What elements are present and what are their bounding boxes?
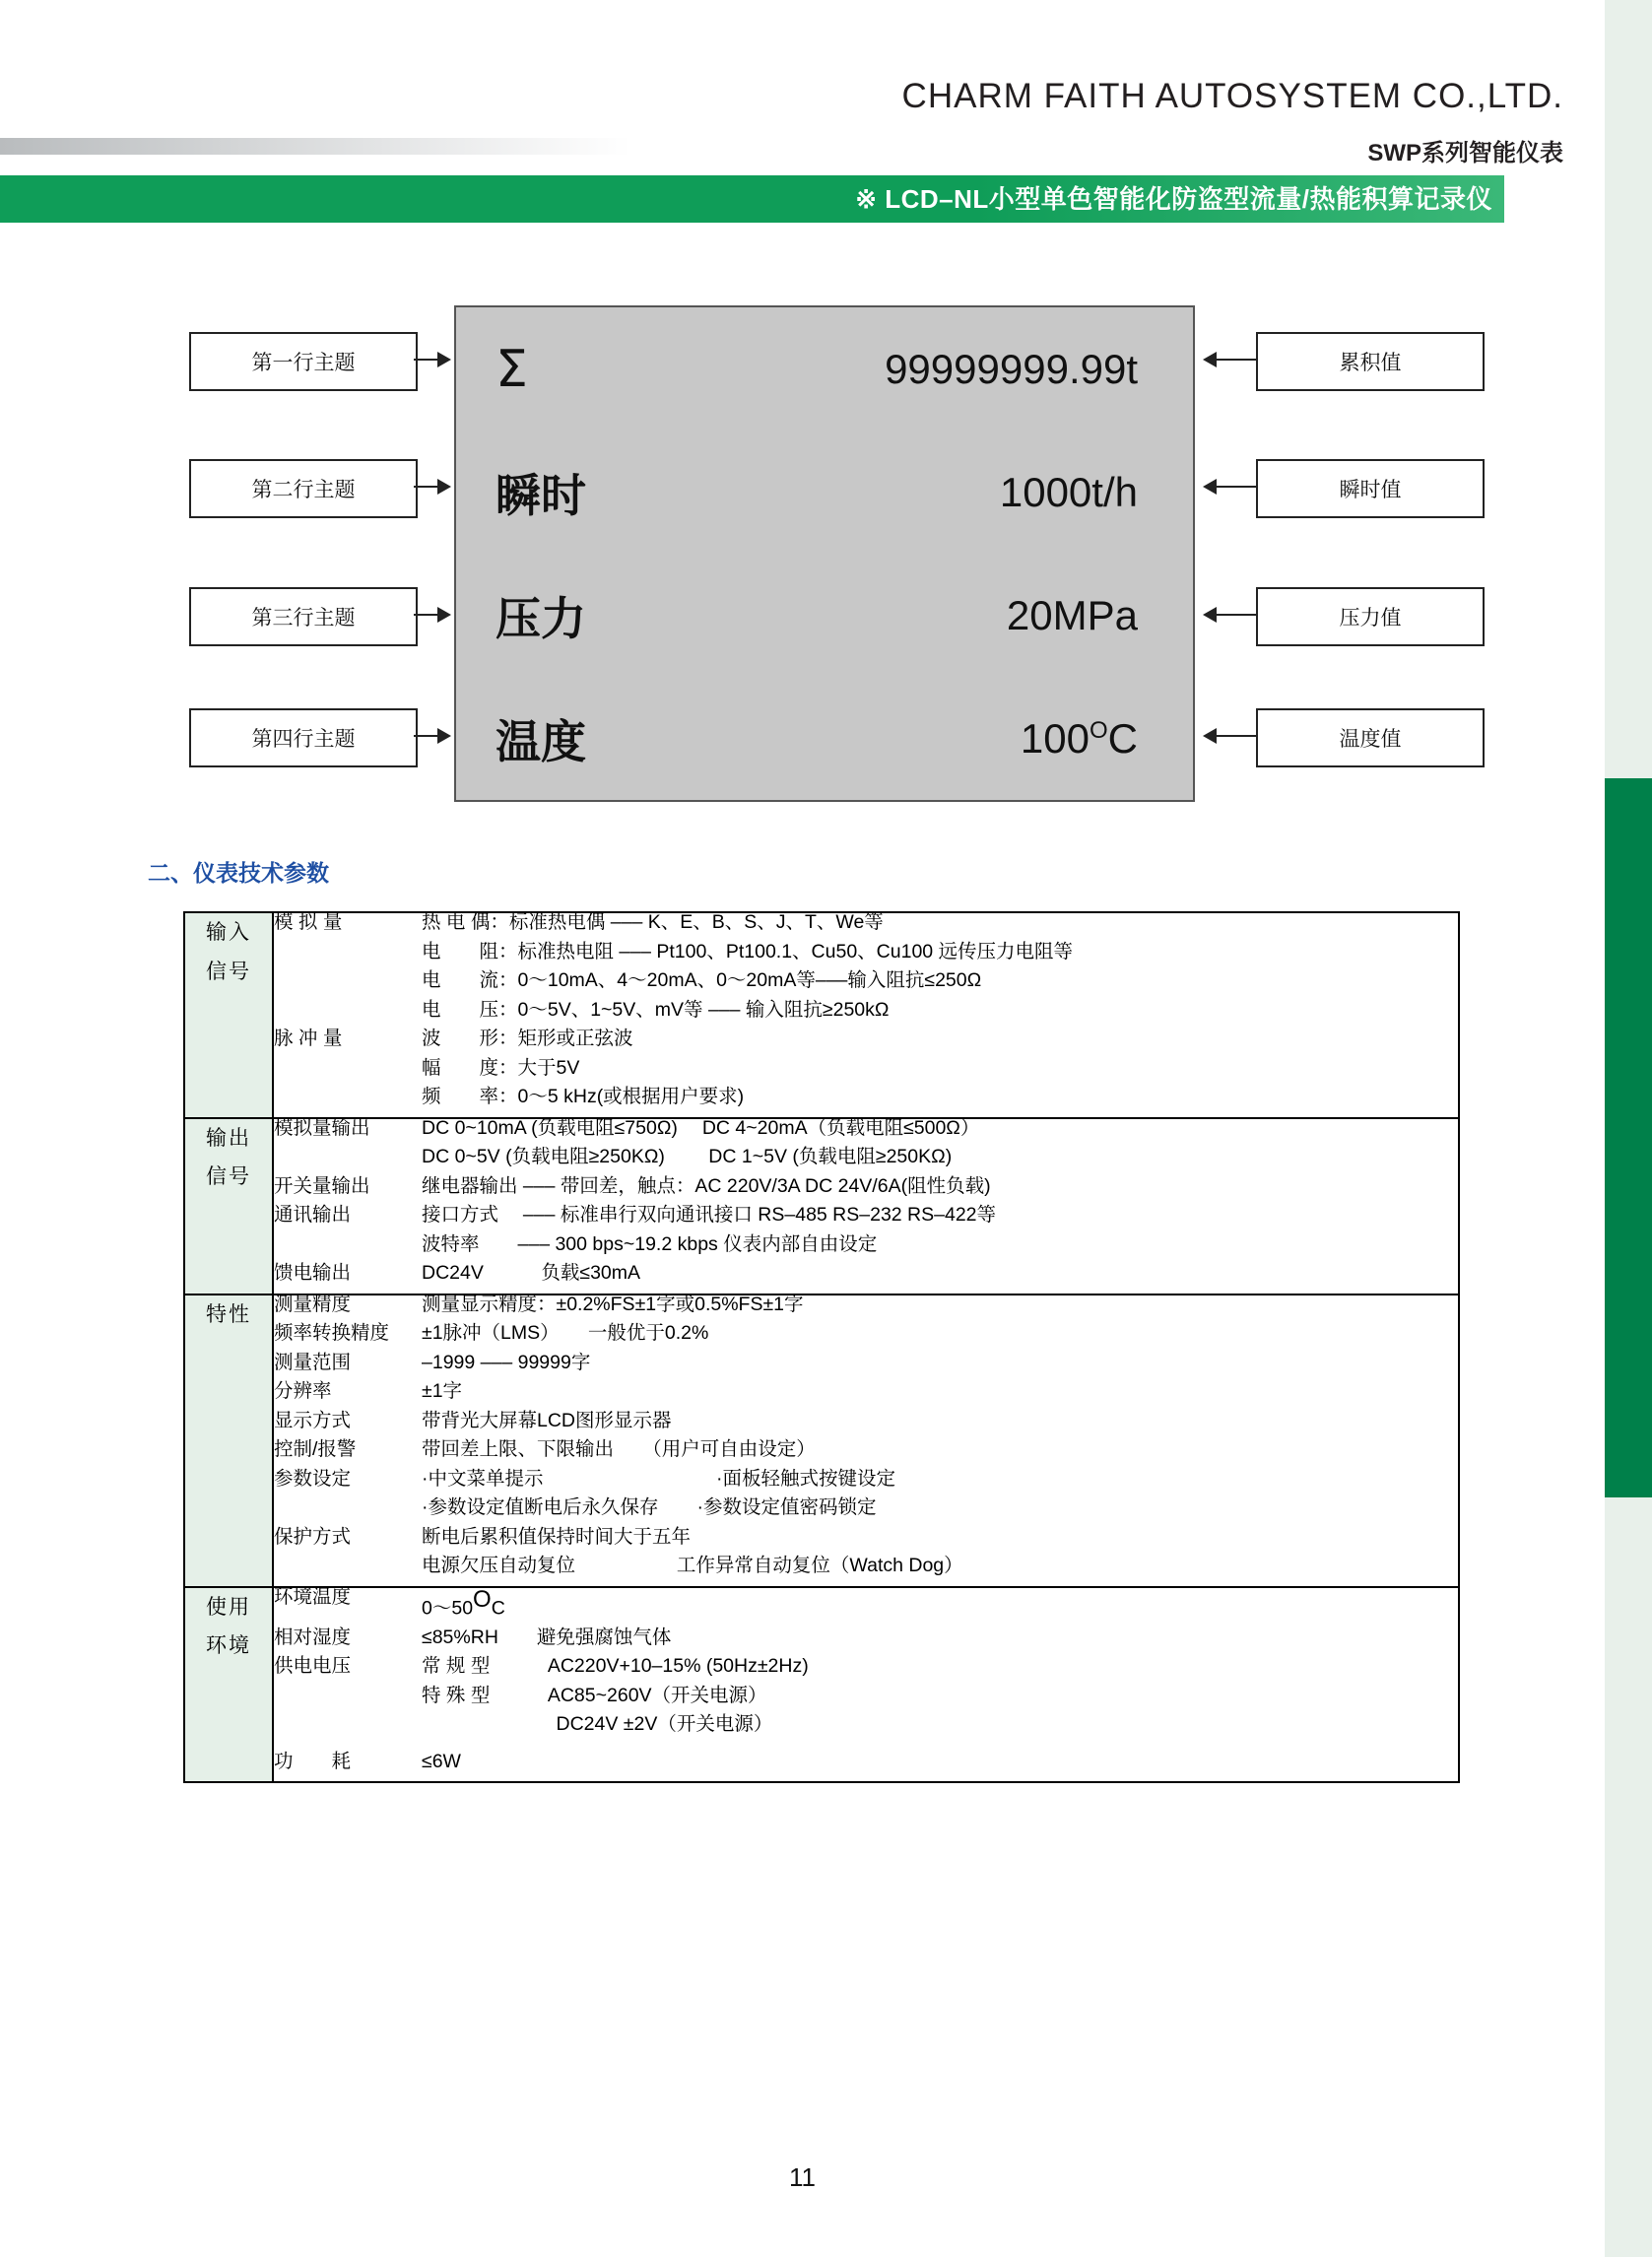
spec-label: 频率转换精度 [274,1322,390,1344]
spec-value: 带背光大屏幕LCD图形显示器 [422,1409,672,1431]
lcd-row-3-value: 20MPa [1006,591,1138,638]
spec-line [274,1029,1458,1049]
table-row [184,1118,1459,1294]
spec-label: 模拟量输出 [274,1116,370,1139]
spec-value: 带回差上限、下限输出 （用户可自由设定） [422,1438,816,1460]
spec-label: 脉 冲 量 [274,1028,343,1049]
callout-right-3: 压力值 [1256,587,1485,646]
spec-line [274,998,1458,1021]
spec-label: 控制/报警 [274,1438,357,1460]
banner-title: ※ LCD–NL小型单色智能化防盗型流量/热能积算记录仪 [855,184,1492,214]
category-environment [184,1587,273,1783]
spec-line [274,1382,1458,1402]
spec-line [274,1206,1458,1226]
lead-arrow-right-2 [1203,479,1217,495]
spec-label: 开关量输出 [274,1174,370,1197]
lcd-row-1 [456,307,1193,431]
category-input-signal-line2: 信号 [206,960,251,983]
lcd-row-4-unit: C [1107,714,1138,762]
spec-line [274,1525,1458,1548]
spec-value: 电 压：0～5V、1~5V、mV等 ––– 输入阻抗≥250kΩ [422,998,890,1021]
lcd-row-3 [456,554,1193,677]
spec-value: 电 流：0～10mA、4～20mA、0～20mA等–––输入阻抗≤250Ω [422,969,982,991]
spec-label: 测量精度 [274,1293,352,1315]
spec-label: 测量范围 [274,1351,352,1373]
lcd-row-2-value: 1000t/h [999,468,1138,515]
spec-line [274,1232,1458,1255]
lead-arrow-right-3 [1203,607,1217,623]
category-environment-line1: 使用 [206,1595,251,1619]
spec-line [274,971,1458,991]
spec-line [274,1750,1458,1772]
spec-value: DC24V 负载≤30mA [422,1262,641,1284]
spec-label: 分辨率 [274,1380,332,1402]
spec-label: 功 耗 [274,1750,352,1772]
spec-value: 波特率 ––– 300 bps~19.2 kbps 仪表内部自由设定 [422,1232,878,1255]
cell-output-signal [273,1118,1459,1294]
spec-value: DC 0~10mA (负载电阻≤750Ω) DC 4~20mA（负载电阻≤500Ω） [422,1116,980,1139]
spec-line [274,1684,1458,1706]
category-output-signal-line2: 信号 [206,1165,251,1189]
table-row [184,1294,1459,1587]
spec-label: 保护方式 [274,1525,352,1548]
lcd-row-4-label: 温度 [496,715,586,767]
spec-line [274,1628,1458,1648]
spec-line [274,1715,1458,1735]
spec-line [274,1116,1458,1139]
spec-line [274,940,1458,963]
page-right-band-accent [1605,778,1652,1497]
spec-value-text: 0～50 [422,1597,474,1619]
spec-table [183,911,1460,1783]
spec-line [274,1657,1458,1677]
spec-label: 模 拟 量 [274,911,343,933]
lead-right-4 [1217,735,1256,737]
spec-label: 馈电输出 [274,1262,352,1284]
lcd-row-4-value [1021,715,1138,763]
lead-arrow-left-3 [437,607,451,623]
spec-line [274,1324,1458,1344]
spec-value: 幅 度：大于5V [422,1056,580,1079]
spec-line [274,1295,1458,1315]
lead-arrow-left-4 [437,728,451,744]
category-input-signal [184,912,273,1118]
category-output-signal-line1: 输出 [206,1126,251,1150]
spec-line [274,1440,1458,1460]
spec-value: 常 规 型 AC220V+10–15% (50Hz±2Hz) [422,1655,809,1677]
spec-value-unit: C [491,1597,505,1619]
spec-line [274,1174,1458,1197]
category-characteristics [184,1294,273,1587]
spec-line [274,1409,1458,1431]
spec-line [274,1264,1458,1284]
lead-right-1 [1217,359,1256,361]
lcd-row-4 [456,677,1193,800]
spec-value: ·参数设定值断电后永久保存 ·参数设定值密码锁定 [422,1496,877,1518]
lcd-row-2 [456,431,1193,554]
lead-arrow-left-2 [437,479,451,495]
degree-symbol: O [473,1585,492,1613]
lead-right-2 [1217,486,1256,488]
spec-value: ≤85%RH 避免强腐蚀气体 [422,1626,672,1648]
lead-arrow-right-4 [1203,728,1217,744]
spec-value: DC24V ±2V（开关电源） [422,1713,773,1735]
lead-arrow-right-1 [1203,352,1217,367]
spec-label: 供电电压 [274,1655,352,1677]
spec-line [274,1148,1458,1167]
spec-value: ±1脉冲（LMS） 一般优于0.2% [422,1322,709,1344]
spec-label: 显示方式 [274,1409,352,1431]
spec-value: ±1字 [422,1380,463,1402]
table-row [184,912,1459,1118]
spec-value: 电 阻：标准热电阻 ––– Pt100、Pt100.1、Cu50、Cu100 远传压力电阻等 [422,940,1074,963]
series-title: SWP系列智能仪表 [1367,140,1563,166]
lcd-row-1-label: Σ [496,339,528,399]
spec-value: 热 电 偶：标准热电偶 ––– K、E、B、S、J、T、We等 [422,911,884,933]
spec-line [274,1585,1458,1619]
company-title: CHARM FAITH AUTOSYSTEM CO.,LTD. [901,77,1563,115]
spec-value: ·中文菜单提示 ·面板轻触式按键设定 [422,1467,895,1490]
spec-value: 断电后累积值保持时间大于五年 [422,1525,692,1548]
category-input-signal-line1: 输入 [206,921,251,944]
spec-line [274,1056,1458,1079]
cell-input-signal [273,912,1459,1118]
spec-line [274,1351,1458,1373]
category-characteristics-line1: 特性 [206,1302,251,1326]
spec-label: 相对湿度 [274,1626,352,1648]
spec-line [274,913,1458,933]
spec-value: –1999 ––– 99999字 [422,1351,591,1373]
spec-label: 通讯输出 [274,1204,352,1226]
spec-value: 继电器输出 ––– 带回差，触点：AC 220V/3A DC 24V/6A(阻性负载) [422,1174,991,1197]
spec-line [274,1557,1458,1576]
callout-left-1: 第一行主题 [189,332,418,391]
cell-characteristics [273,1294,1459,1587]
spec-line [274,1498,1458,1518]
spec-value: ≤6W [422,1750,461,1772]
callout-left-2: 第二行主题 [189,459,418,518]
callout-right-4: 温度值 [1256,708,1485,767]
lcd-row-2-label: 瞬时 [496,469,586,521]
lead-right-3 [1217,614,1256,616]
callout-left-3: 第三行主题 [189,587,418,646]
callout-right-1: 累积值 [1256,332,1485,391]
callout-left-4: 第四行主题 [189,708,418,767]
spec-label: 环境温度 [274,1585,352,1608]
lcd-row-4-degree: O [1089,716,1108,744]
spec-value: 波 形：矩形或正弦波 [422,1028,633,1049]
spec-value: DC 0~5V (负载电阻≥250KΩ) DC 1~5V (负载电阻≥250KΩ) [422,1146,953,1167]
lcd-row-3-label: 压力 [496,592,586,644]
spec-line [274,1088,1458,1107]
lcd-display-panel [454,305,1195,802]
cell-environment [273,1587,1459,1783]
spec-label: 参数设定 [274,1467,352,1490]
table-row [184,1587,1459,1783]
section-heading: 二、仪表技术参数 [148,860,329,886]
lead-arrow-left-1 [437,352,451,367]
category-environment-line2: 环境 [206,1634,251,1658]
lcd-row-1-value: 99999999.99t [885,345,1138,392]
category-output-signal [184,1118,273,1294]
spec-value [422,1585,1458,1619]
spec-value: 特 殊 型 AC85~260V（开关电源） [422,1684,767,1706]
spec-value: 电源欠压自动复位 工作异常自动复位（Watch Dog） [422,1555,963,1576]
spec-value: 频 率：0～5 kHz(或根据用户要求) [422,1086,745,1107]
spec-value: 接口方式 ––– 标准串行双向通讯接口 RS–485 RS–232 RS–422等 [422,1204,997,1226]
page-number: 11 [789,2162,816,2192]
lcd-row-4-number: 100 [1020,714,1090,762]
callout-right-2: 瞬时值 [1256,459,1485,518]
spec-value: 测量显示精度：±0.2%FS±1字或0.5%FS±1字 [422,1293,804,1315]
spec-line [274,1467,1458,1490]
